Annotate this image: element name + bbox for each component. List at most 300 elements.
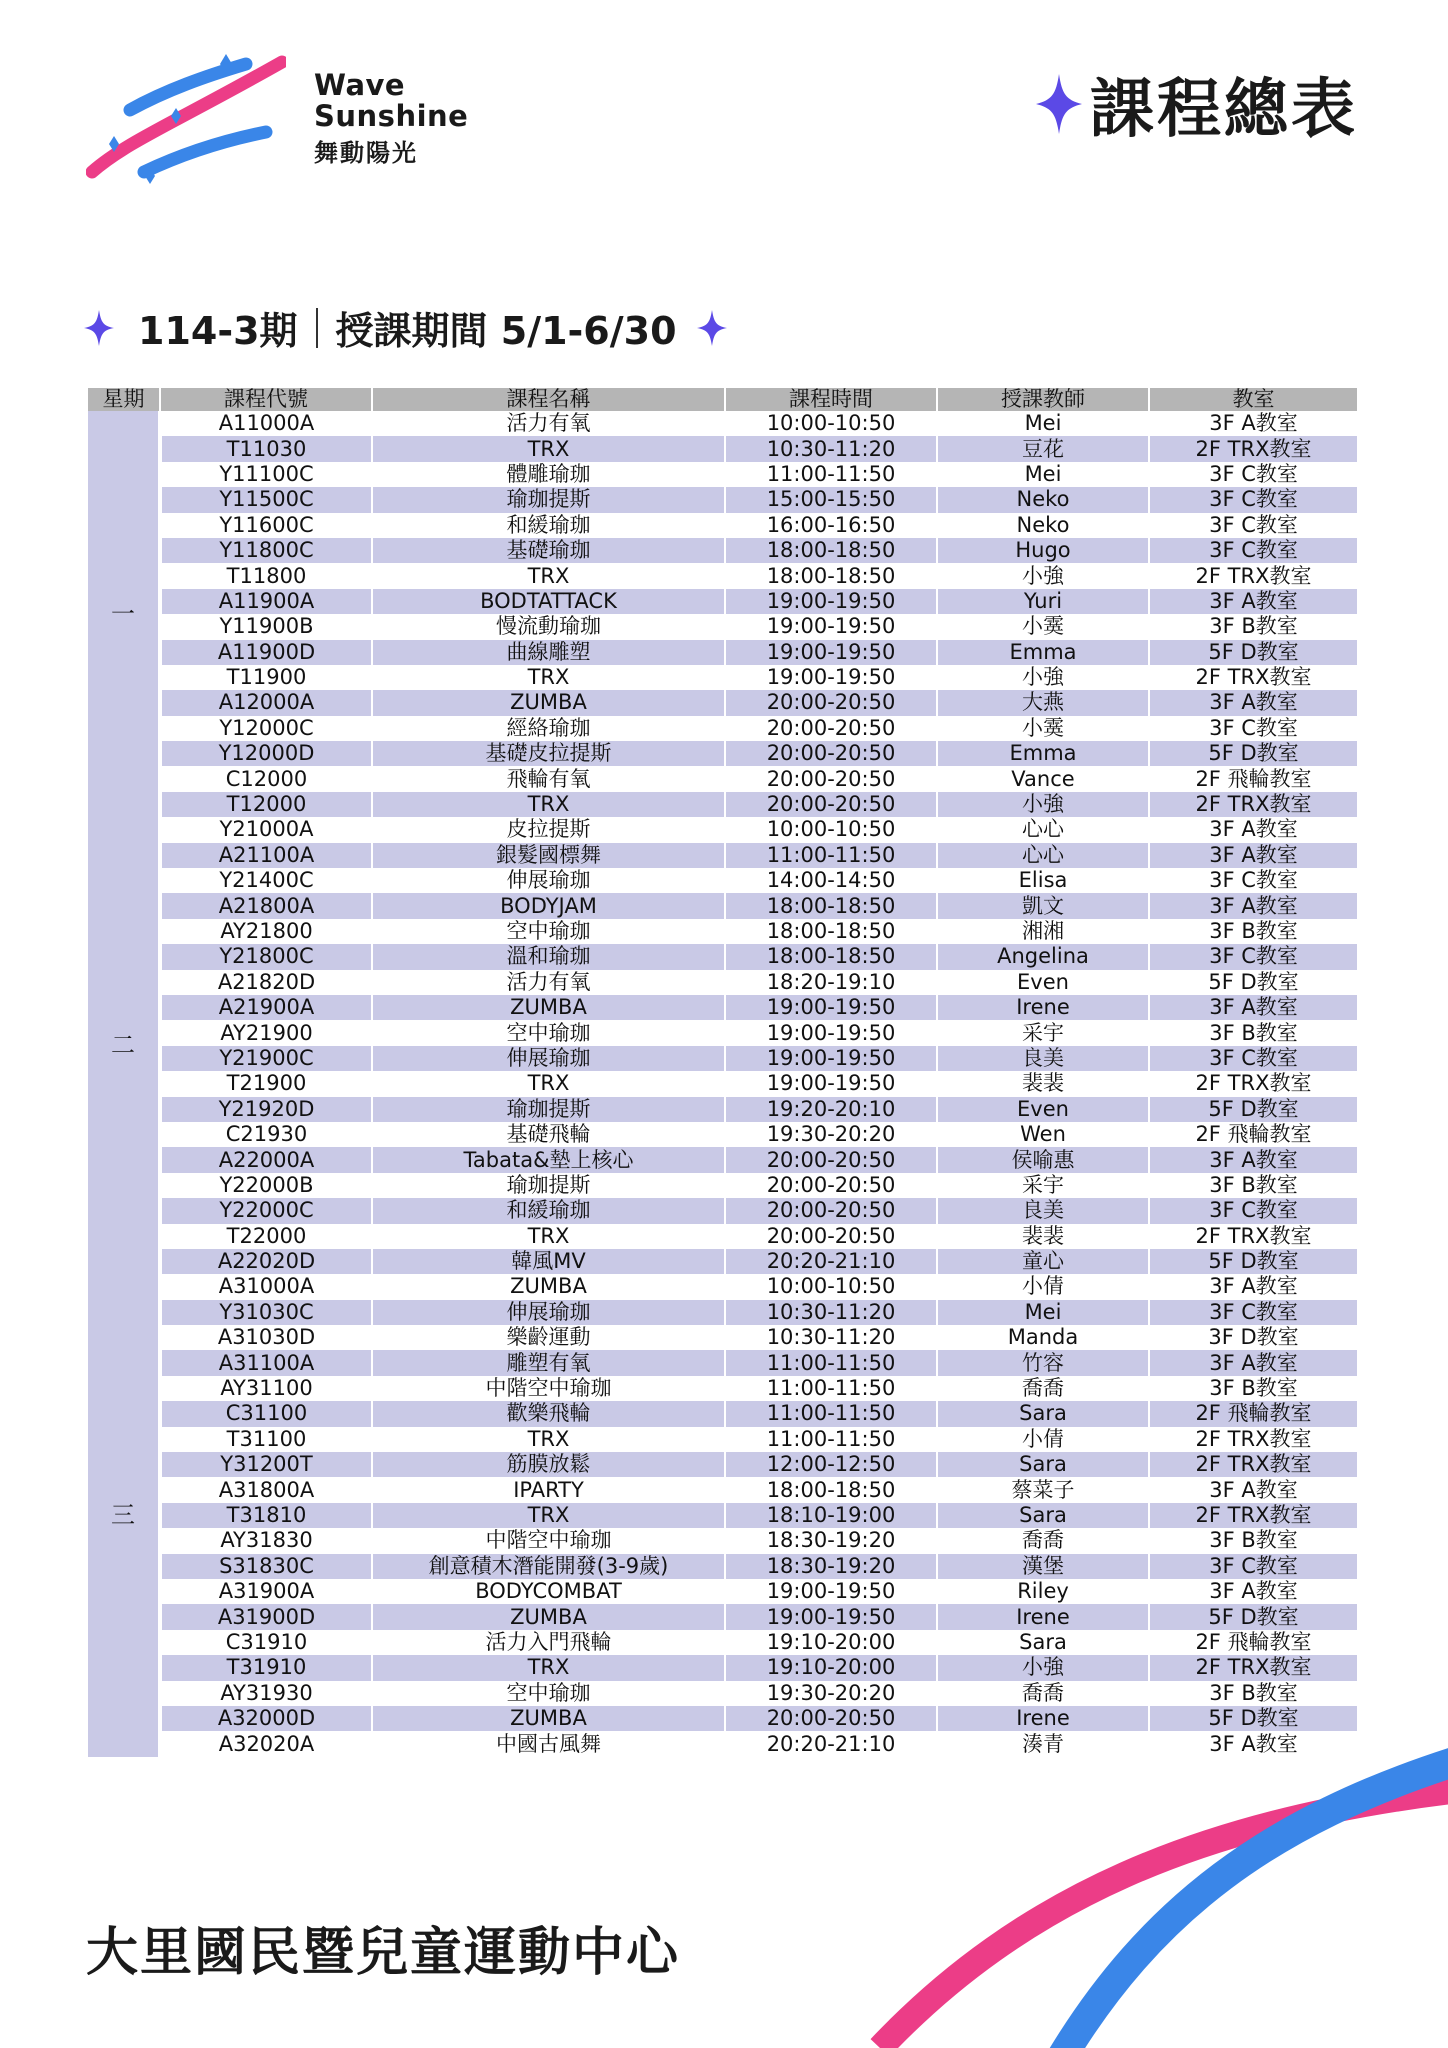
- classroom-cell: 3F A教室: [1209, 1731, 1298, 1756]
- course-time-cell: 20:00-20:50: [725, 766, 937, 791]
- column-header-course-time: 課程時間: [725, 388, 937, 411]
- course-time-cell: 12:00-12:50: [725, 1452, 937, 1477]
- classroom-cell: 2F 飛輪教室: [1195, 1629, 1312, 1654]
- classroom-cell: 5F D教室: [1149, 640, 1357, 665]
- table-row: [88, 1071, 1357, 1096]
- table-row: [88, 1655, 1357, 1680]
- course-time-cell: 19:20-20:10: [725, 1097, 937, 1122]
- course-time-cell: 18:10-19:00: [725, 1503, 937, 1528]
- instructor-cell: Wen: [937, 1122, 1149, 1147]
- instructor-cell: 小倩: [937, 1427, 1149, 1452]
- classroom-cell: 3F A教室: [1209, 1579, 1298, 1604]
- instructor-cell: Irene: [937, 1604, 1149, 1629]
- course-name-cell: 基礎皮拉提斯: [372, 741, 725, 766]
- classroom-cell: 2F TRX教室: [1195, 1426, 1312, 1451]
- table-row: [88, 1198, 1357, 1223]
- course-name-cell: 飛輪有氧: [372, 766, 725, 791]
- instructor-cell: Neko: [937, 487, 1149, 512]
- course-code-cell: Y31030C: [160, 1300, 372, 1325]
- course-code-cell: Y22000C: [160, 1198, 372, 1223]
- classroom-cell: 3F C教室: [1209, 868, 1298, 893]
- table-row: [88, 944, 1357, 969]
- course-code-cell: Y11100C: [160, 462, 372, 487]
- course-code-cell: Y21800C: [160, 944, 372, 969]
- instructor-cell: Mei: [937, 462, 1149, 487]
- course-code-cell: T31810: [160, 1503, 372, 1528]
- classroom-cell: 3F B教室: [1209, 1376, 1298, 1401]
- table-row: [88, 1579, 1357, 1604]
- column-header-course-code: 課程代號: [160, 388, 372, 411]
- course-code-cell: A11900A: [160, 589, 372, 614]
- classroom-cell: 5F D教室: [1149, 1604, 1357, 1629]
- table-body: [88, 411, 1357, 1757]
- course-name-cell: TRX: [372, 1427, 725, 1452]
- course-code-cell: A21900A: [160, 995, 372, 1020]
- column-header-instructor: 授課教師: [937, 388, 1149, 411]
- course-name-cell: 伸展瑜珈: [372, 1300, 725, 1325]
- instructor-cell: 小倩: [937, 1274, 1149, 1299]
- instructor-cell: Irene: [937, 1706, 1149, 1731]
- course-time-cell: 19:30-20:20: [725, 1681, 937, 1706]
- course-name-cell: 慢流動瑜珈: [372, 614, 725, 639]
- instructor-cell: Riley: [937, 1579, 1149, 1604]
- course-time-cell: 15:00-15:50: [725, 487, 937, 512]
- course-name-cell: 活力有氧: [372, 970, 725, 995]
- classroom-cell: 3F A教室: [1209, 411, 1298, 436]
- classroom-cell: 5F D教室: [1149, 741, 1357, 766]
- course-time-cell: 19:00-19:50: [725, 640, 937, 665]
- course-schedule-table: [88, 388, 1357, 1757]
- course-code-cell: Y21400C: [160, 868, 372, 893]
- course-time-cell: 20:00-20:50: [725, 690, 937, 715]
- course-time-cell: 19:30-20:20: [725, 1122, 937, 1147]
- course-name-cell: 和緩瑜珈: [372, 1198, 725, 1223]
- table-row: [88, 411, 1357, 436]
- instructor-cell: Sara: [937, 1452, 1149, 1477]
- course-time-cell: 19:00-19:50: [725, 614, 937, 639]
- course-time-cell: 19:00-19:50: [725, 665, 937, 690]
- course-code-cell: A11000A: [160, 411, 372, 436]
- classroom-cell: 3F A教室: [1149, 1350, 1357, 1375]
- course-code-cell: A21100A: [160, 843, 372, 868]
- venue-name: 大里國民暨兒童運動中心: [86, 1923, 681, 1983]
- course-name-cell: 曲線雕塑: [372, 640, 725, 665]
- course-code-cell: AY21900: [160, 1020, 372, 1045]
- course-code-cell: C21930: [160, 1122, 372, 1147]
- wave-sunshine-logo: [86, 52, 286, 192]
- course-name-cell: 經絡瑜珈: [372, 716, 725, 741]
- table-row: [88, 1427, 1357, 1452]
- course-time-cell: 20:20-21:10: [725, 1731, 937, 1756]
- instructor-cell: Irene: [937, 995, 1149, 1020]
- table-row: [88, 665, 1357, 690]
- instructor-cell: 竹容: [937, 1350, 1149, 1375]
- classroom-cell: 3F C教室: [1149, 538, 1357, 563]
- classroom-cell: 2F TRX教室: [1149, 1655, 1357, 1680]
- course-name-cell: TRX: [372, 1071, 725, 1096]
- column-header-course-name: 課程名稱: [372, 388, 725, 411]
- course-name-cell: 體雕瑜珈: [372, 462, 725, 487]
- table-row: [88, 792, 1357, 817]
- course-name-cell: TRX: [372, 563, 725, 588]
- course-time-cell: 20:00-20:50: [725, 716, 937, 741]
- table-row: [88, 970, 1357, 995]
- instructor-cell: 凱文: [937, 893, 1149, 918]
- course-time-cell: 10:30-11:20: [725, 436, 937, 461]
- course-time-cell: 10:30-11:20: [725, 1300, 937, 1325]
- table-header-row: [88, 388, 1357, 411]
- course-code-cell: Y12000C: [160, 716, 372, 741]
- weekday-cell: 一: [88, 411, 160, 817]
- course-name-cell: BODYCOMBAT: [372, 1579, 725, 1604]
- course-code-cell: AY31830: [160, 1528, 372, 1553]
- classroom-cell: 5F D教室: [1149, 1249, 1357, 1274]
- classroom-cell: 3F A教室: [1209, 817, 1298, 842]
- course-time-cell: 14:00-14:50: [725, 868, 937, 893]
- table-row: [88, 716, 1357, 741]
- course-code-cell: T21900: [160, 1071, 372, 1096]
- classroom-cell: 2F TRX教室: [1149, 792, 1357, 817]
- table-row: [88, 1224, 1357, 1249]
- table-row: [88, 1097, 1357, 1122]
- course-code-cell: C31910: [160, 1630, 372, 1655]
- instructor-cell: Yuri: [937, 589, 1149, 614]
- table-row: [88, 1325, 1357, 1350]
- instructor-cell: 喬喬: [937, 1681, 1149, 1706]
- table-row: [88, 1452, 1357, 1477]
- course-code-cell: A31900A: [160, 1579, 372, 1604]
- instructor-cell: 小強: [937, 665, 1149, 690]
- course-time-cell: 18:00-18:50: [725, 944, 937, 969]
- classroom-cell: 3F B教室: [1209, 1680, 1298, 1705]
- instructor-cell: 喬喬: [937, 1528, 1149, 1553]
- table-row: [88, 1731, 1357, 1756]
- table-row: [88, 487, 1357, 512]
- course-code-cell: Y21900C: [160, 1046, 372, 1071]
- course-code-cell: A22020D: [160, 1249, 372, 1274]
- course-time-cell: 18:20-19:10: [725, 970, 937, 995]
- instructor-cell: 采宇: [937, 1020, 1149, 1045]
- course-code-cell: A31100A: [160, 1350, 372, 1375]
- course-code-cell: A32000D: [160, 1706, 372, 1731]
- course-code-cell: Y11900B: [160, 614, 372, 639]
- divider: [316, 308, 318, 348]
- course-name-cell: 瑜珈提斯: [372, 1173, 725, 1198]
- instructor-cell: 童心: [937, 1249, 1149, 1274]
- table-row: [88, 1376, 1357, 1401]
- course-name-cell: BODTATTACK: [372, 589, 725, 614]
- course-time-cell: 10:00-10:50: [725, 411, 937, 436]
- table-row: [88, 1630, 1357, 1655]
- course-code-cell: A21820D: [160, 970, 372, 995]
- classroom-cell: 2F TRX教室: [1149, 436, 1357, 461]
- classroom-cell: 5F D教室: [1208, 969, 1299, 994]
- course-time-cell: 18:00-18:50: [725, 919, 937, 944]
- classroom-cell: 3F A教室: [1149, 1147, 1357, 1172]
- instructor-cell: 小強: [937, 563, 1149, 588]
- course-name-cell: TRX: [372, 1503, 725, 1528]
- course-time-cell: 20:00-20:50: [725, 741, 937, 766]
- course-time-cell: 16:00-16:50: [725, 513, 937, 538]
- table-row: [88, 1503, 1357, 1528]
- classroom-cell: 3F A教室: [1209, 1274, 1298, 1299]
- course-time-cell: 19:00-19:50: [725, 1579, 937, 1604]
- classroom-cell: 2F 飛輪教室: [1195, 766, 1312, 791]
- classroom-cell: 2F TRX教室: [1195, 563, 1312, 588]
- instructor-cell: 湘湘: [937, 919, 1149, 944]
- classroom-cell: 3F A教室: [1149, 843, 1357, 868]
- classroom-cell: 3F B教室: [1209, 614, 1298, 639]
- course-time-cell: 10:00-10:50: [725, 1274, 937, 1299]
- instructor-cell: 湊青: [937, 1731, 1149, 1756]
- course-time-cell: 19:00-19:50: [725, 1071, 937, 1096]
- course-code-cell: Y21000A: [160, 817, 372, 842]
- course-time-cell: 11:00-11:50: [725, 462, 937, 487]
- classroom-cell: 2F 飛輪教室: [1195, 1122, 1312, 1147]
- course-name-cell: 空中瑜珈: [372, 1020, 725, 1045]
- diamond-icon: [1036, 74, 1082, 134]
- course-name-cell: TRX: [372, 792, 725, 817]
- course-name-cell: ZUMBA: [372, 1274, 725, 1299]
- classroom-cell: 2F 飛輪教室: [1149, 1401, 1357, 1426]
- course-code-cell: C12000: [160, 766, 372, 791]
- table-row: [88, 563, 1357, 588]
- table-row: [88, 1706, 1357, 1731]
- course-code-cell: Y11500C: [160, 487, 372, 512]
- course-name-cell: Tabata&墊上核心: [372, 1147, 725, 1172]
- classroom-cell: 3F C教室: [1149, 1554, 1357, 1579]
- instructor-cell: Elisa: [937, 868, 1149, 893]
- instructor-cell: 良美: [937, 1046, 1149, 1071]
- classroom-cell: 5F D教室: [1149, 1097, 1357, 1122]
- classroom-cell: 3F B教室: [1209, 1528, 1298, 1553]
- instructor-cell: Emma: [937, 640, 1149, 665]
- classroom-cell: 3F A教室: [1149, 589, 1357, 614]
- course-time-cell: 19:10-20:00: [725, 1655, 937, 1680]
- course-time-cell: 19:00-19:50: [725, 589, 937, 614]
- classroom-cell: 3F C教室: [1149, 1300, 1357, 1325]
- course-time-cell: 18:30-19:20: [725, 1528, 937, 1553]
- course-name-cell: 筋膜放鬆: [372, 1452, 725, 1477]
- course-name-cell: 基礎瑜珈: [372, 538, 725, 563]
- course-code-cell: T11900: [160, 665, 372, 690]
- course-time-cell: 20:00-20:50: [725, 1224, 937, 1249]
- course-name-cell: 皮拉提斯: [372, 817, 725, 842]
- course-code-cell: AY21800: [160, 919, 372, 944]
- classroom-cell: 3F C教室: [1149, 487, 1357, 512]
- classroom-cell: 3F C教室: [1149, 944, 1357, 969]
- course-code-cell: AY31100: [160, 1376, 372, 1401]
- table-row: [88, 1528, 1357, 1553]
- diamond-icon: [697, 310, 727, 346]
- classroom-cell: 3F C教室: [1149, 1046, 1357, 1071]
- instructor-cell: Even: [937, 1097, 1149, 1122]
- instructor-cell: 侯喻惠: [937, 1147, 1149, 1172]
- term-label: 114-3期: [138, 309, 298, 353]
- classroom-cell: 2F TRX教室: [1195, 1071, 1312, 1096]
- course-time-cell: 10:00-10:50: [725, 817, 937, 842]
- instructor-cell: Hugo: [937, 538, 1149, 563]
- course-name-cell: 中國古風舞: [372, 1731, 725, 1756]
- table-row: [88, 1554, 1357, 1579]
- course-code-cell: A31030D: [160, 1325, 372, 1350]
- table-row: [88, 640, 1357, 665]
- table-row: [88, 817, 1357, 842]
- course-name-cell: 活力入門飛輪: [372, 1630, 725, 1655]
- table-row: [88, 1122, 1357, 1147]
- weekday-cell: 三: [88, 1274, 160, 1756]
- course-name-cell: 瑜珈提斯: [372, 487, 725, 512]
- course-code-cell: A31900D: [160, 1604, 372, 1629]
- instructor-cell: 小霙: [937, 716, 1149, 741]
- term-period: 授課期間 5/1-6/30: [335, 309, 677, 353]
- course-code-cell: A31800A: [160, 1477, 372, 1502]
- instructor-cell: Emma: [937, 741, 1149, 766]
- classroom-cell: 3F A教室: [1149, 690, 1357, 715]
- instructor-cell: Mei: [937, 411, 1149, 436]
- course-code-cell: T22000: [160, 1224, 372, 1249]
- course-time-cell: 18:00-18:50: [725, 563, 937, 588]
- course-code-cell: A31000A: [160, 1274, 372, 1299]
- course-name-cell: 空中瑜珈: [372, 919, 725, 944]
- course-name-cell: 中階空中瑜珈: [372, 1376, 725, 1401]
- table-row: [88, 436, 1357, 461]
- instructor-cell: 裴裴: [937, 1224, 1149, 1249]
- course-name-cell: 雕塑有氧: [372, 1350, 725, 1375]
- instructor-cell: 心心: [937, 843, 1149, 868]
- brand-wordmark: [314, 70, 468, 167]
- course-name-cell: ZUMBA: [372, 995, 725, 1020]
- page-title-text: 課程總表: [1090, 73, 1358, 147]
- table-row: [88, 1046, 1357, 1071]
- course-code-cell: A22000A: [160, 1147, 372, 1172]
- course-time-cell: 20:00-20:50: [725, 1147, 937, 1172]
- course-time-cell: 19:00-19:50: [725, 1020, 937, 1045]
- table-row: [88, 1173, 1357, 1198]
- course-name-cell: ZUMBA: [372, 690, 725, 715]
- course-time-cell: 20:00-20:50: [725, 1173, 937, 1198]
- instructor-cell: Vance: [937, 766, 1149, 791]
- course-time-cell: 19:00-19:50: [725, 995, 937, 1020]
- brand-name-line1: Wave: [314, 68, 406, 102]
- table-row: [88, 919, 1357, 944]
- course-time-cell: 20:00-20:50: [725, 1706, 937, 1731]
- course-name-cell: TRX: [372, 1224, 725, 1249]
- instructor-cell: 喬喬: [937, 1376, 1149, 1401]
- table-row: [88, 1681, 1357, 1706]
- course-name-cell: 樂齡運動: [372, 1325, 725, 1350]
- course-time-cell: 18:00-18:50: [725, 893, 937, 918]
- course-name-cell: 伸展瑜珈: [372, 868, 725, 893]
- course-code-cell: AY31930: [160, 1681, 372, 1706]
- table-row: [88, 893, 1357, 918]
- course-time-cell: 19:10-20:00: [725, 1630, 937, 1655]
- instructor-cell: 小強: [937, 792, 1149, 817]
- classroom-cell: 3F C教室: [1209, 512, 1298, 537]
- course-time-cell: 19:00-19:50: [725, 1604, 937, 1629]
- classroom-cell: 3F D教室: [1208, 1325, 1299, 1350]
- course-name-cell: 活力有氧: [372, 411, 725, 436]
- classroom-cell: 2F TRX教室: [1195, 665, 1312, 690]
- classroom-cell: 3F C教室: [1209, 715, 1298, 740]
- table-row: [88, 1300, 1357, 1325]
- instructor-cell: 采宇: [937, 1173, 1149, 1198]
- course-time-cell: 11:00-11:50: [725, 1401, 937, 1426]
- instructor-cell: 豆花: [937, 436, 1149, 461]
- course-code-cell: Y11600C: [160, 513, 372, 538]
- term-heading: [84, 300, 727, 355]
- course-name-cell: 伸展瑜珈: [372, 1046, 725, 1071]
- table-row: [88, 589, 1357, 614]
- classroom-cell: 2F TRX教室: [1149, 1503, 1357, 1528]
- table-row: [88, 995, 1357, 1020]
- classroom-cell: 3F B教室: [1209, 1172, 1298, 1197]
- course-code-cell: A12000A: [160, 690, 372, 715]
- course-code-cell: A32020A: [160, 1731, 372, 1756]
- classroom-cell: 3F A教室: [1209, 1477, 1298, 1502]
- course-name-cell: 瑜珈提斯: [372, 1097, 725, 1122]
- course-code-cell: T11030: [160, 436, 372, 461]
- instructor-cell: Sara: [937, 1503, 1149, 1528]
- course-time-cell: 18:00-18:50: [725, 1477, 937, 1502]
- classroom-cell: 2F TRX教室: [1195, 1223, 1312, 1248]
- course-time-cell: 11:00-11:50: [725, 1350, 937, 1375]
- course-time-cell: 20:00-20:50: [725, 792, 937, 817]
- instructor-cell: Sara: [937, 1630, 1149, 1655]
- table-row: [88, 1604, 1357, 1629]
- table-row: [88, 766, 1357, 791]
- course-name-cell: TRX: [372, 436, 725, 461]
- classroom-cell: 5F D教室: [1149, 1706, 1357, 1731]
- column-header-classroom: 教室: [1149, 388, 1357, 411]
- course-code-cell: C31100: [160, 1401, 372, 1426]
- diamond-icon: [84, 310, 114, 346]
- column-header-weekday: 星期: [88, 388, 160, 411]
- table-row: [88, 1401, 1357, 1426]
- classroom-cell: 3F B教室: [1209, 919, 1298, 943]
- classroom-cell: 3F C教室: [1209, 461, 1298, 486]
- instructor-cell: Mei: [937, 1300, 1149, 1325]
- course-code-cell: Y11800C: [160, 538, 372, 563]
- course-time-cell: 10:30-11:20: [725, 1325, 937, 1350]
- instructor-cell: Neko: [937, 513, 1149, 538]
- table-row: [88, 1274, 1357, 1299]
- brand-name-line2: Sunshine: [314, 99, 469, 134]
- instructor-cell: 蔡菜子: [937, 1477, 1149, 1502]
- table-row: [88, 690, 1357, 715]
- table-row: [88, 1249, 1357, 1274]
- instructor-cell: Even: [937, 970, 1149, 995]
- table-row: [88, 614, 1357, 639]
- table-row: [88, 868, 1357, 893]
- table-row: [88, 843, 1357, 868]
- table-row: [88, 1020, 1357, 1045]
- instructor-cell: 小霙: [937, 614, 1149, 639]
- classroom-cell: 3F C教室: [1149, 1198, 1357, 1223]
- course-name-cell: 溫和瑜珈: [372, 944, 725, 969]
- table-row: [88, 462, 1357, 487]
- course-code-cell: T11800: [160, 563, 372, 588]
- table-row: [88, 513, 1357, 538]
- course-time-cell: 20:00-20:50: [725, 1198, 937, 1223]
- course-time-cell: 20:20-21:10: [725, 1249, 937, 1274]
- course-code-cell: Y21920D: [160, 1097, 372, 1122]
- instructor-cell: 裴裴: [937, 1071, 1149, 1096]
- course-time-cell: 18:30-19:20: [725, 1554, 937, 1579]
- course-code-cell: T31100: [160, 1427, 372, 1452]
- table-row: [88, 538, 1357, 563]
- page-title: [1036, 58, 1358, 150]
